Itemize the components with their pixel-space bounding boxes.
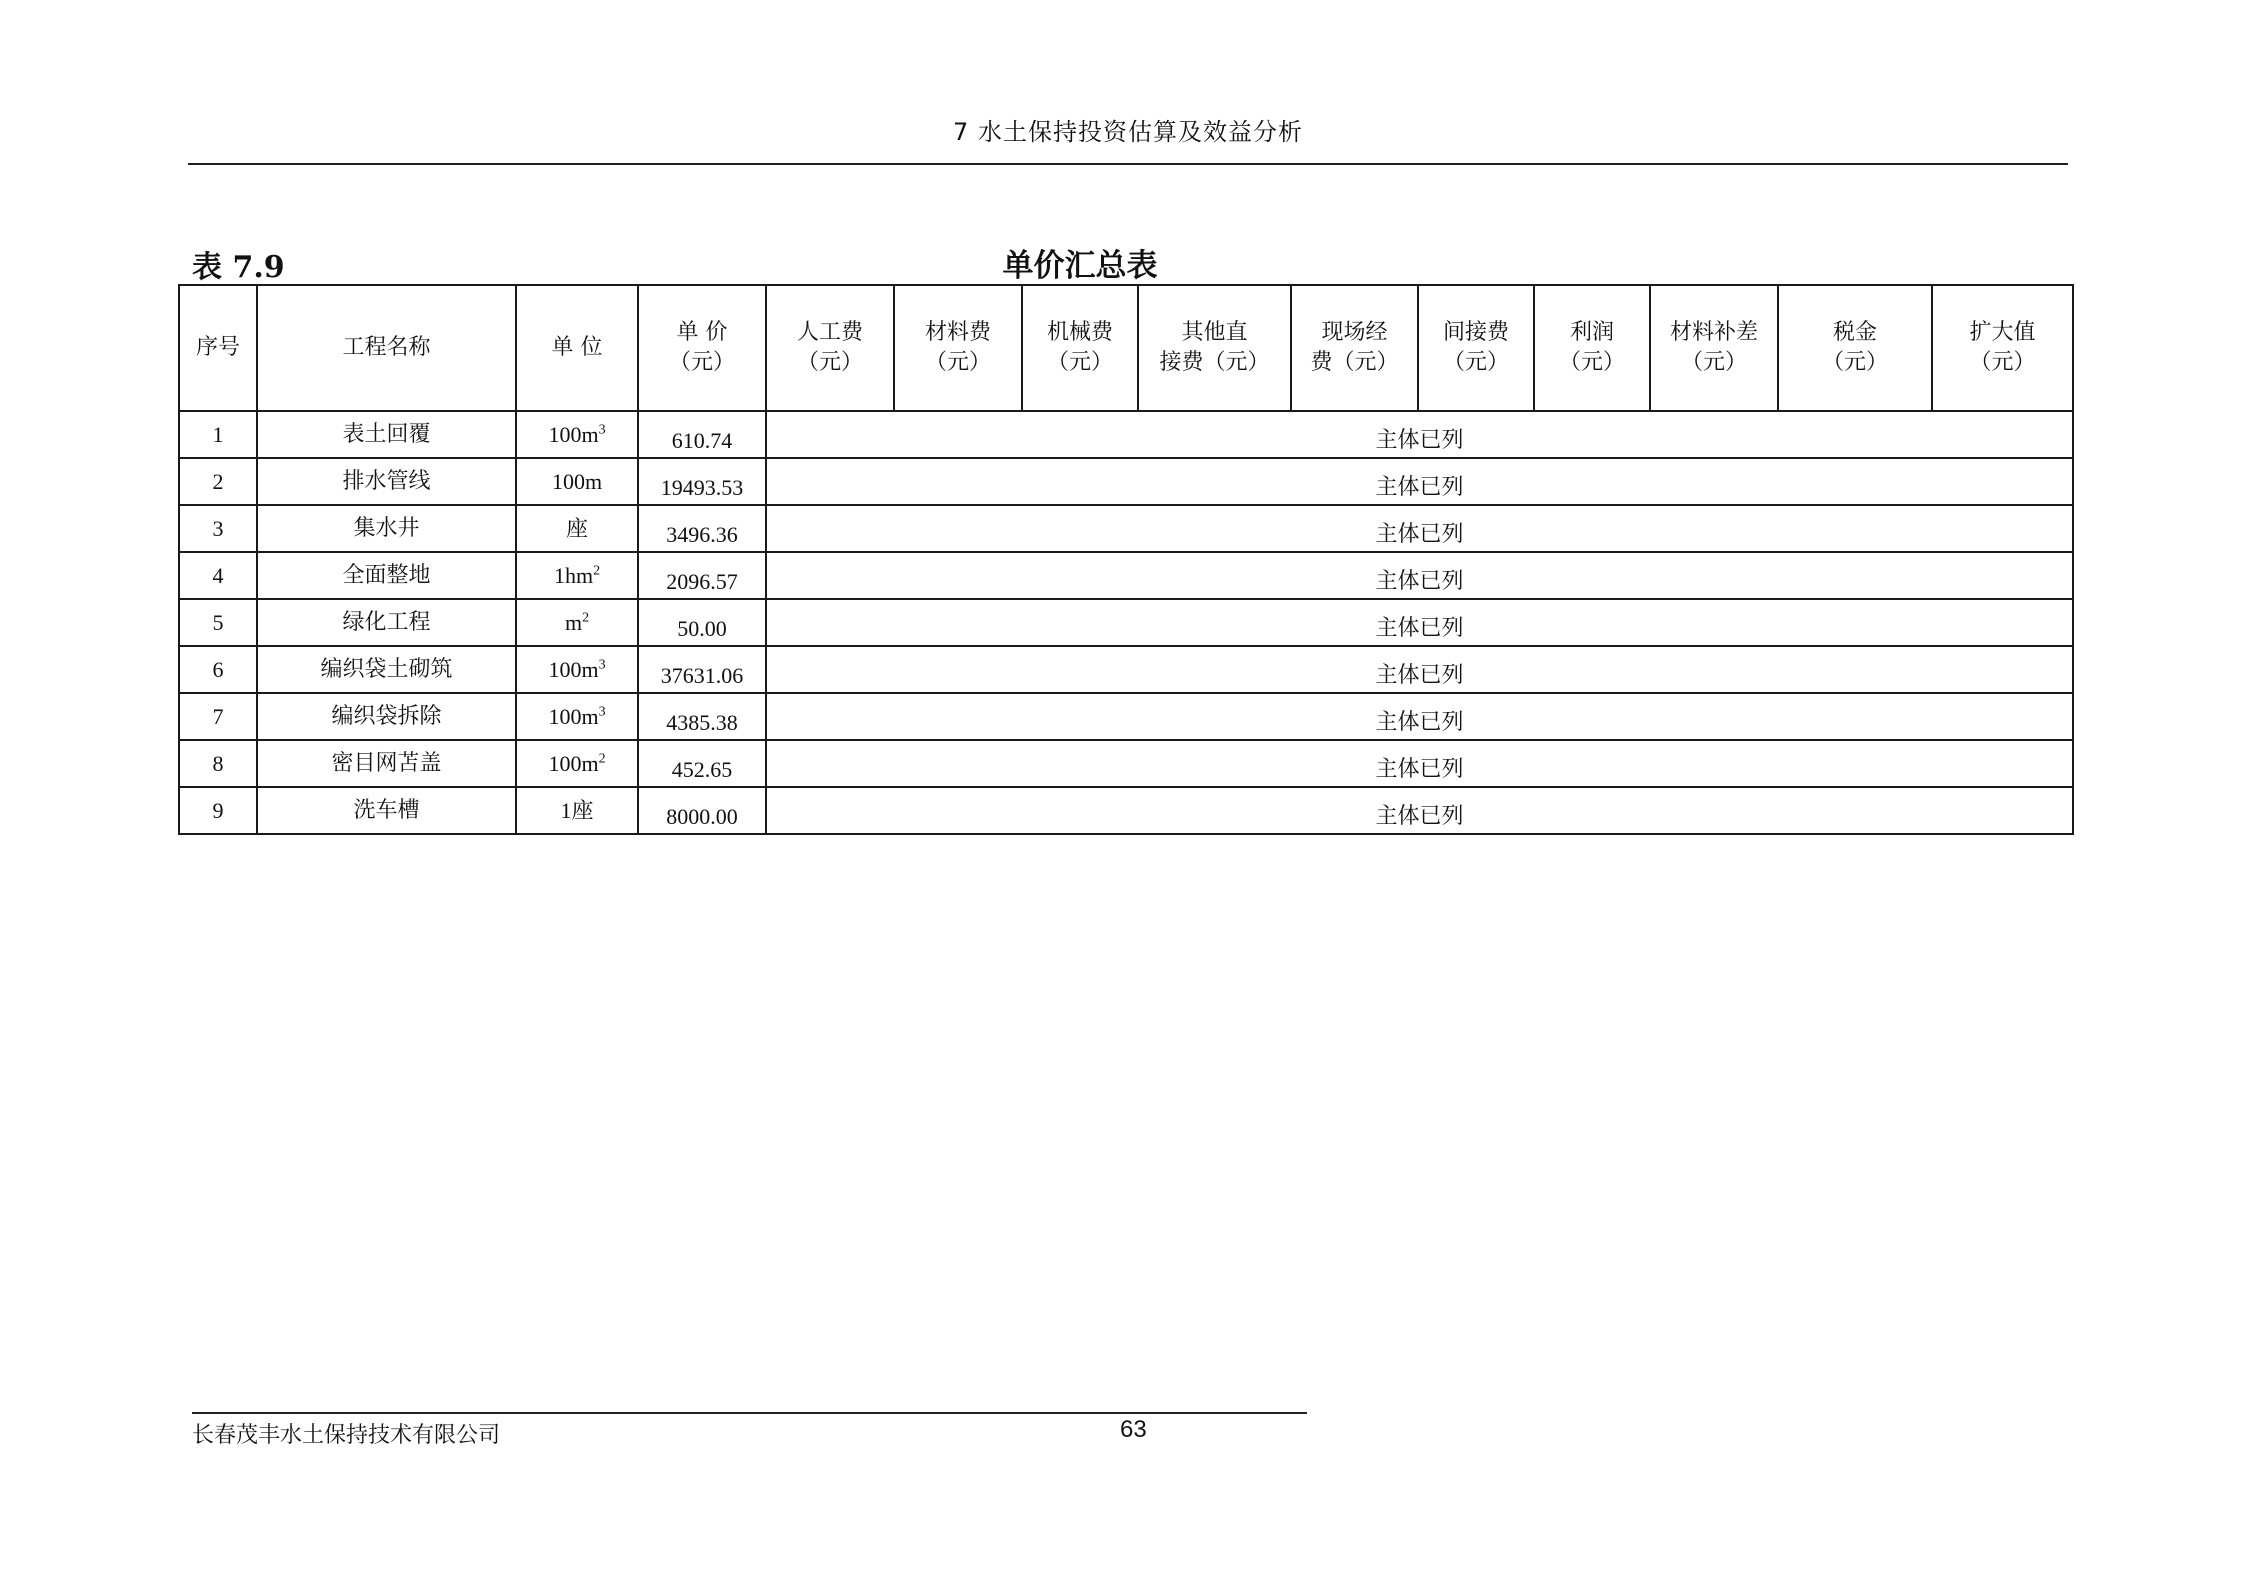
cost-breakdown-note-cell (766, 787, 2073, 834)
unit-base: 100m (548, 656, 599, 682)
row-number-cell: 3 (179, 505, 257, 552)
column-header: 材料费 （元） (894, 285, 1022, 411)
column-header: 利润 （元） (1534, 285, 1650, 411)
column-header: 工程名称 (257, 285, 516, 411)
column-header: 单 价 （元） (638, 285, 766, 411)
unit-price-cell (638, 411, 766, 458)
table-row (179, 693, 2073, 740)
project-name-cell: 编织袋拆除 (257, 693, 516, 740)
project-name-cell: 表土回覆 (257, 411, 516, 458)
table-number: 表 7.9 (192, 250, 285, 285)
unit-exponent: 3 (598, 657, 606, 673)
unit-price-value: 37631.06 (660, 662, 744, 688)
project-name-cell: 全面整地 (257, 552, 516, 599)
unit-cell (516, 599, 638, 646)
project-name-cell: 绿化工程 (257, 599, 516, 646)
note-text: 主体已列 (1375, 756, 1464, 782)
note-text: 主体已列 (1375, 615, 1464, 641)
unit-price-value: 8000.00 (666, 803, 738, 829)
unit-cell (516, 787, 638, 834)
unit-price-summary-table (178, 284, 2074, 835)
unit-cell (516, 411, 638, 458)
row-number-cell: 5 (179, 599, 257, 646)
unit-base: 100m (551, 468, 603, 494)
unit-price-cell (638, 458, 766, 505)
unit-cell (516, 693, 638, 740)
cost-breakdown-note-cell (766, 646, 2073, 693)
note-text: 主体已列 (1375, 662, 1464, 688)
unit-base: 100m (548, 750, 599, 776)
footer-divider (192, 1412, 1307, 1414)
unit-base: 1hm (553, 562, 594, 588)
project-name-cell: 洗车槽 (257, 787, 516, 834)
note-text: 主体已列 (1375, 803, 1464, 829)
cost-breakdown-note-cell (766, 458, 2073, 505)
cost-breakdown-note-cell (766, 740, 2073, 787)
cost-breakdown-note-cell (766, 599, 2073, 646)
row-number-cell: 1 (179, 411, 257, 458)
unit-base: 100m (548, 421, 599, 447)
column-header: 序号 (179, 285, 257, 411)
column-header: 扩大值 （元） (1932, 285, 2073, 411)
unit-price-cell (638, 646, 766, 693)
column-header: 税金 （元） (1778, 285, 1932, 411)
chapter-header-title: 7 水土保持投资估算及效益分析 (953, 118, 1303, 146)
table-header-row (179, 285, 2073, 411)
unit-exponent: 3 (598, 422, 606, 438)
table-title: 单价汇总表 (1002, 248, 1158, 284)
project-name-cell: 编织袋土砌筑 (257, 646, 516, 693)
unit-cell (516, 646, 638, 693)
table-row (179, 505, 2073, 552)
note-text: 主体已列 (1375, 521, 1464, 547)
unit-price-value: 452.65 (671, 756, 733, 782)
table-row (179, 458, 2073, 505)
unit-price-cell (638, 505, 766, 552)
row-number-cell: 9 (179, 787, 257, 834)
unit-price-value: 19493.53 (660, 474, 744, 500)
unit-price-value: 3496.36 (666, 521, 738, 547)
unit-cell (516, 552, 638, 599)
row-number-cell: 4 (179, 552, 257, 599)
table-row (179, 599, 2073, 646)
unit-base: 100m (548, 703, 599, 729)
column-header: 单 位 (516, 285, 638, 411)
header-divider (188, 163, 2068, 165)
unit-exponent: 2 (582, 610, 590, 626)
cost-breakdown-note-cell (766, 552, 2073, 599)
unit-base: 1座 (560, 797, 594, 823)
row-number-cell: 6 (179, 646, 257, 693)
table-row (179, 411, 2073, 458)
cost-breakdown-note-cell (766, 411, 2073, 458)
unit-price-value: 4385.38 (666, 709, 738, 735)
row-number-cell: 8 (179, 740, 257, 787)
unit-base: m (564, 609, 583, 635)
table-row (179, 787, 2073, 834)
note-text: 主体已列 (1375, 709, 1464, 735)
column-header: 其他直 接费（元） (1138, 285, 1291, 411)
unit-exponent: 2 (593, 563, 601, 579)
column-header: 现场经 费（元） (1291, 285, 1418, 411)
unit-price-cell (638, 552, 766, 599)
unit-cell (516, 740, 638, 787)
unit-exponent: 2 (598, 751, 606, 767)
unit-base: 座 (565, 515, 588, 541)
column-header: 材料补差 （元） (1650, 285, 1778, 411)
unit-price-value: 2096.57 (666, 568, 738, 594)
table-row (179, 646, 2073, 693)
unit-price-cell (638, 599, 766, 646)
column-header: 人工费 （元） (766, 285, 894, 411)
unit-price-cell (638, 740, 766, 787)
cost-breakdown-note-cell (766, 505, 2073, 552)
cost-breakdown-note-cell (766, 693, 2073, 740)
project-name-cell: 排水管线 (257, 458, 516, 505)
page-number: 63 (1120, 1416, 1147, 1443)
row-number-cell: 2 (179, 458, 257, 505)
unit-cell (516, 458, 638, 505)
unit-exponent: 3 (598, 704, 606, 720)
note-text: 主体已列 (1375, 568, 1464, 594)
note-text: 主体已列 (1375, 427, 1464, 453)
unit-price-value: 610.74 (671, 427, 733, 453)
unit-price-cell (638, 787, 766, 834)
project-name-cell: 密目网苫盖 (257, 740, 516, 787)
unit-price-cell (638, 693, 766, 740)
project-name-cell: 集水井 (257, 505, 516, 552)
unit-cell (516, 505, 638, 552)
footer-company-name: 长春茂丰水土保持技术有限公司 (192, 1423, 501, 1448)
note-text: 主体已列 (1375, 474, 1464, 500)
column-header: 机械费 （元） (1022, 285, 1138, 411)
row-number-cell: 7 (179, 693, 257, 740)
column-header: 间接费 （元） (1418, 285, 1534, 411)
table-row (179, 740, 2073, 787)
table-row (179, 552, 2073, 599)
unit-price-value: 50.00 (677, 615, 727, 641)
